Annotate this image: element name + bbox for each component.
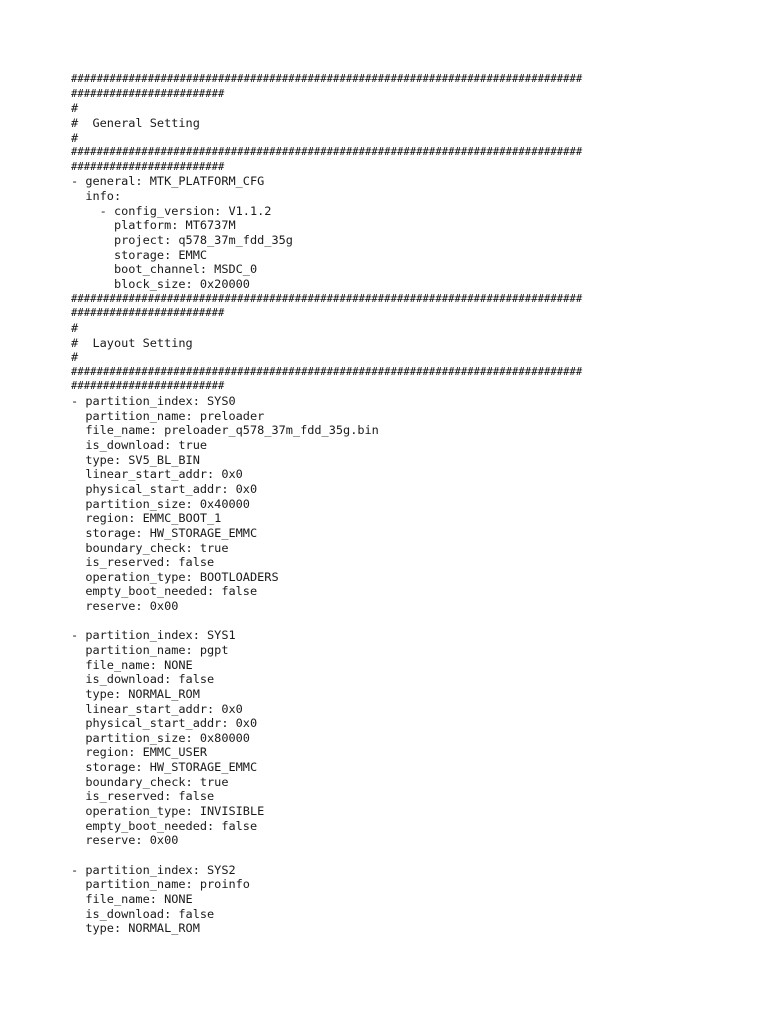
project-line: project: q578_37m_fdd_35g xyxy=(71,233,293,248)
comment-line: # xyxy=(71,101,79,116)
blank-line xyxy=(71,614,711,629)
linear-start-addr-line: linear_start_addr: 0x0 xyxy=(71,467,243,482)
is-download-line: is_download: false xyxy=(71,672,215,687)
hash-divider-line: ################################################################################ xyxy=(71,292,583,305)
partition-index-line: - partition_index: SYS2 xyxy=(71,862,236,877)
operation-type-line: operation_type: INVISIBLE xyxy=(71,804,265,819)
hash-divider-line: ######################## xyxy=(71,380,225,393)
storage-line: storage: EMMC xyxy=(71,247,208,262)
operation-type-line: operation_type: BOOTLOADERS xyxy=(71,569,279,584)
platform-line: platform: MT6737M xyxy=(71,218,236,233)
region-line: region: EMMC_USER xyxy=(71,745,208,760)
empty-boot-needed-line: empty_boot_needed: false xyxy=(71,818,258,833)
partition-size-line: partition_size: 0x40000 xyxy=(71,496,250,511)
partition-name-line: partition_name: proinfo xyxy=(71,877,250,892)
is-reserved-line: is_reserved: false xyxy=(71,789,215,804)
is-download-line: is_download: true xyxy=(71,438,208,453)
boot-channel-line: boot_channel: MSDC_0 xyxy=(71,262,258,277)
file-name-line: file_name: preloader_q578_37m_fdd_35g.bin xyxy=(71,423,379,438)
storage-line: storage: HW_STORAGE_EMMC xyxy=(71,760,258,775)
partition-index-line: - partition_index: SYS0 xyxy=(71,394,236,409)
section-heading-general: # General Setting xyxy=(71,115,200,130)
reserve-line: reserve: 0x00 xyxy=(71,599,179,614)
empty-boot-needed-line: empty_boot_needed: false xyxy=(71,584,258,599)
hash-divider-line: ################################################################################ xyxy=(71,365,583,378)
partition-name-line: partition_name: pgpt xyxy=(71,642,229,657)
linear-start-addr-line: linear_start_addr: 0x0 xyxy=(71,701,243,716)
partition-size-line: partition_size: 0x80000 xyxy=(71,730,250,745)
blank-line xyxy=(71,848,711,863)
comment-line: # xyxy=(71,350,79,365)
type-line: type: NORMAL_ROM xyxy=(71,686,200,701)
hash-divider-line: ######################## xyxy=(71,307,225,320)
type-line: type: NORMAL_ROM xyxy=(71,921,200,936)
config-version-line: - config_version: V1.1.2 xyxy=(71,203,272,218)
scatter-file-document xyxy=(71,72,711,936)
section-heading-layout: # Layout Setting xyxy=(71,335,193,350)
is-reserved-line: is_reserved: false xyxy=(71,555,215,570)
boundary-check-line: boundary_check: true xyxy=(71,774,229,789)
file-name-line: file_name: NONE xyxy=(71,891,193,906)
file-name-line: file_name: NONE xyxy=(71,657,193,672)
info-line: info: xyxy=(71,189,122,204)
type-line: type: SV5_BL_BIN xyxy=(71,452,200,467)
storage-line: storage: HW_STORAGE_EMMC xyxy=(71,525,258,540)
hash-divider-line: ######################## xyxy=(71,87,225,100)
comment-line: # xyxy=(71,130,79,145)
is-download-line: is_download: false xyxy=(71,906,215,921)
physical-start-addr-line: physical_start_addr: 0x0 xyxy=(71,716,258,731)
hash-divider-line: ################################################################################ xyxy=(71,73,583,85)
boundary-check-line: boundary_check: true xyxy=(71,540,229,555)
partition-name-line: partition_name: preloader xyxy=(71,408,265,423)
general-line: - general: MTK_PLATFORM_CFG xyxy=(71,174,265,189)
comment-line: # xyxy=(71,320,79,335)
block-size-line: block_size: 0x20000 xyxy=(71,276,250,291)
physical-start-addr-line: physical_start_addr: 0x0 xyxy=(71,481,258,496)
reserve-line: reserve: 0x00 xyxy=(71,833,179,848)
hash-divider-line: ######################## xyxy=(71,160,225,173)
region-line: region: EMMC_BOOT_1 xyxy=(71,511,222,526)
hash-divider-line: ################################################################################ xyxy=(71,146,583,159)
partition-index-line: - partition_index: SYS1 xyxy=(71,628,236,643)
